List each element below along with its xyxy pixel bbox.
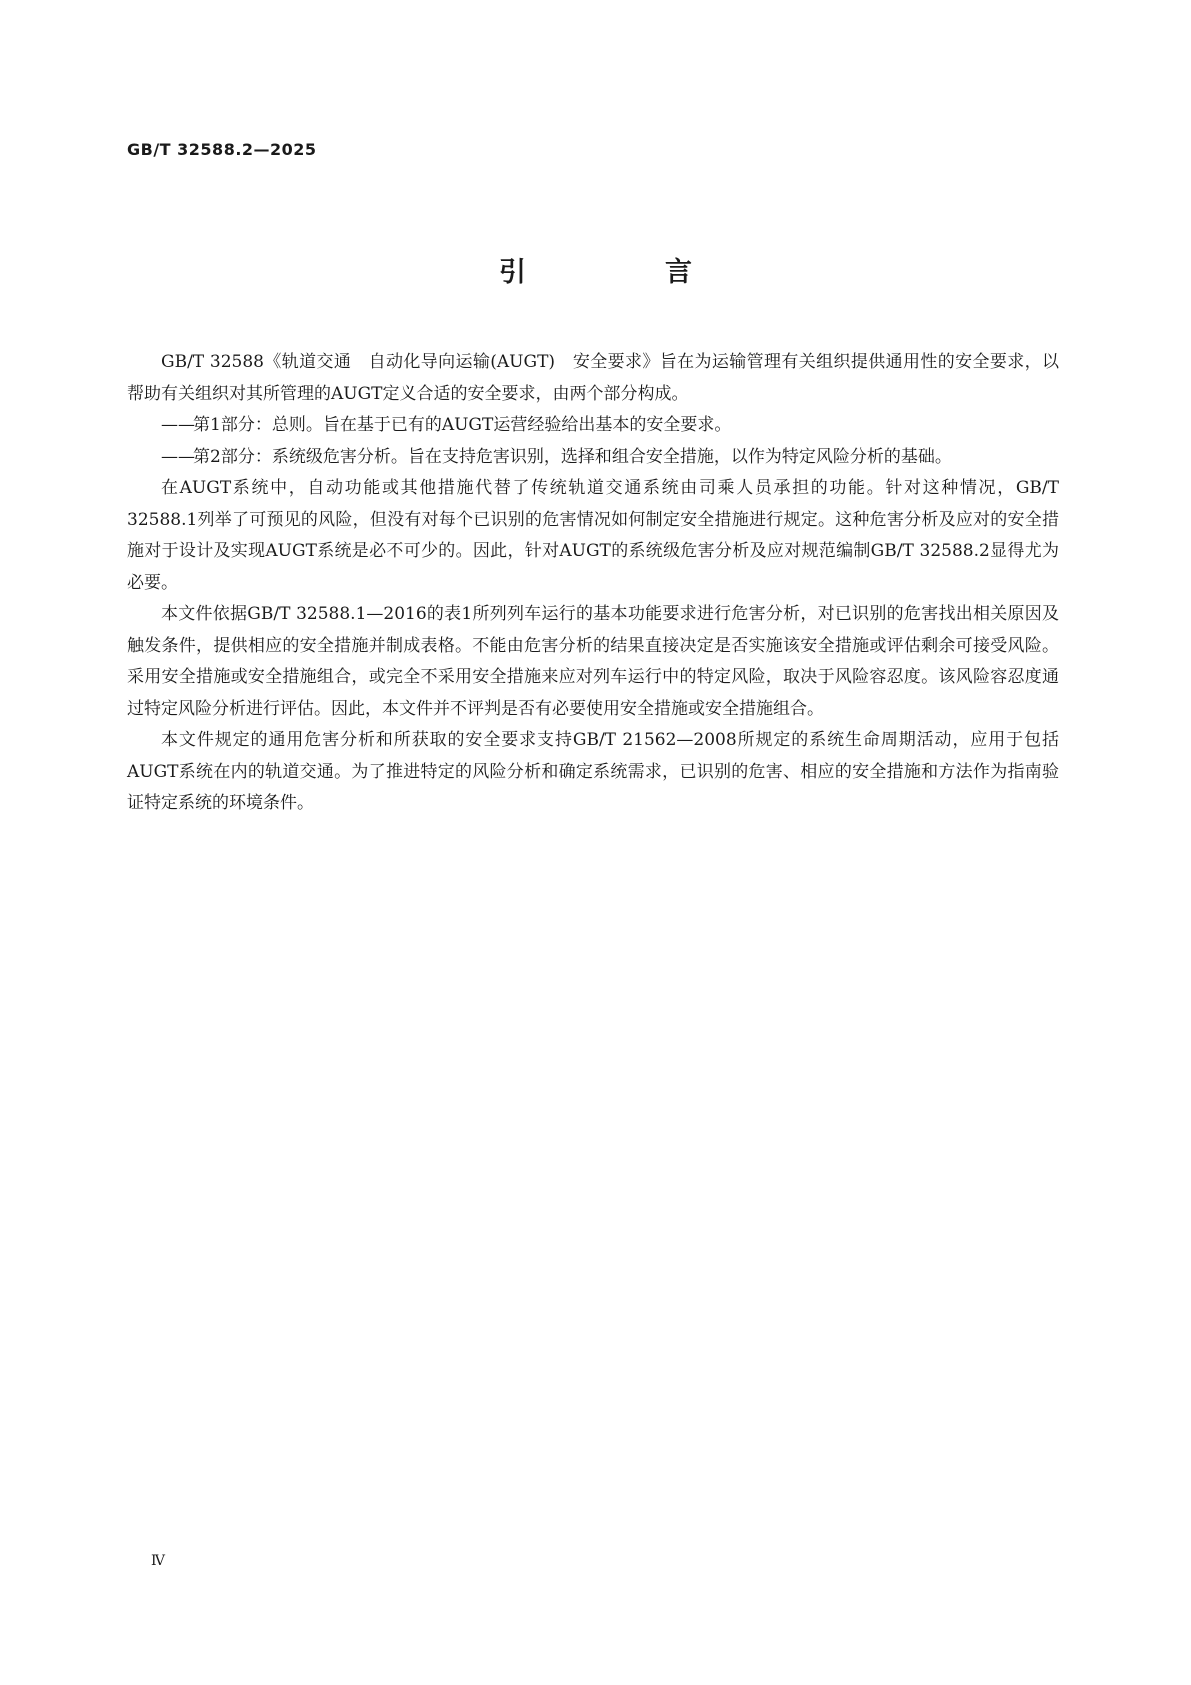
paragraph-lifecycle: 本文件规定的通用危害分析和所获取的安全要求支持GB/T 21562—2008所规定的系统生命周期活动，应用于包括AUGT系统在内的轨道交通。为了推进特定的风险分析和确定系统需求，已识别的危害、相应的安全措施和方法作为指南验证特定系统的环境条件。: [127, 730, 1059, 813]
document-body: [127, 347, 1059, 820]
list-dash: ——: [161, 415, 195, 435]
page-title: 引 言: [499, 257, 748, 288]
list-dash: ——: [161, 446, 195, 467]
paragraph-intro: GB/T 32588《轨道交通 自动化导向运输(AUGT) 安全要求》旨在为运输管理有关组织提供通用性的安全要求，以帮助有关组织对其所管理的AUGT定义合适的安全要求，由两个部分构成。: [127, 352, 1059, 404]
page-number: Ⅳ: [151, 1553, 165, 1569]
standard-code: GB/T 32588.2—2025: [127, 140, 317, 159]
list-item-text: 第1部分：总则。旨在基于已有的AUGT运营经验给出基本的安全要求。: [193, 415, 732, 435]
list-item-text: 第2部分：系统级危害分析。旨在支持危害识别，选择和组合安全措施，以作为特定风险分析的基础。: [193, 446, 952, 467]
list-item-part-2: [127, 442, 1059, 474]
list-item-part-1: [127, 410, 1059, 442]
paragraph-hazard-analysis: 本文件依据GB/T 32588.1—2016的表1所列列车运行的基本功能要求进行危害分析，对已识别的危害找出相关原因及触发条件，提供相应的安全措施并制成表格。不能由危害分析的结果直接决定是否实施该安全措施或评估剩余可接受风险。采用安全措施或安全措施组合，或完全不采用安全措施来应对列车运行中的特定风险，取决于风险容忍度。该风险容忍度通过特定风险分析进行评估。因此，本文件并不评判是否有必要使用安全措施或安全措施组合。: [127, 604, 1059, 719]
paragraph-augt-system: 在AUGT系统中，自动功能或其他措施代替了传统轨道交通系统由司乘人员承担的功能。针对这种情况，GB/T 32588.1列举了可预见的风险，但没有对每个已识别的危害情况如何制定安全措施进行规定。这种危害分析及应对的安全措施对于设计及实现AUGT系统是必不可少的。因此，针对AUGT的系统级危害分析及应对规范编制GB/T 32588.2显得尤为必要。: [127, 478, 1059, 593]
